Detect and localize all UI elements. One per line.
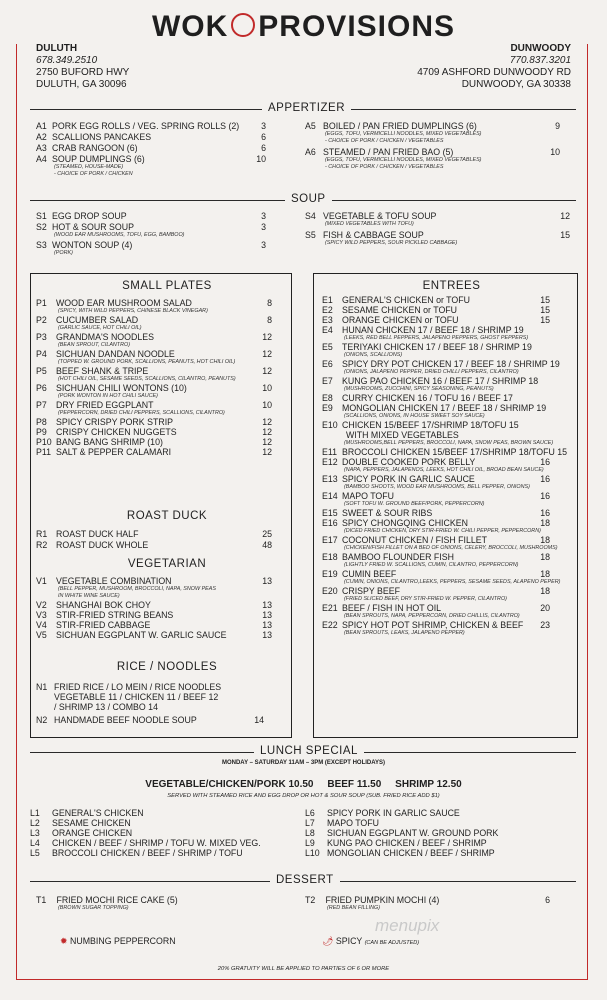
lunch-item bbox=[30, 818, 290, 828]
entree-item bbox=[322, 535, 558, 552]
small-plate-item bbox=[36, 400, 272, 417]
item-name: ORANGE CHICKEN bbox=[52, 828, 133, 838]
item-price: 12 bbox=[262, 427, 272, 437]
item-code: S1 bbox=[36, 211, 47, 221]
soup-item bbox=[305, 230, 570, 247]
item-name: BEEF / FISH IN HOT OIL bbox=[342, 603, 442, 613]
item-code: E16 bbox=[322, 518, 338, 528]
item-price: 16 bbox=[540, 491, 550, 501]
small-plate-item bbox=[36, 315, 272, 332]
item-price: 13 bbox=[262, 610, 272, 620]
item-code: L2 bbox=[30, 818, 40, 828]
item-name: SICHUAN EGGPLANT W. GARLIC SAUCE bbox=[56, 630, 227, 640]
item-code: R1 bbox=[36, 529, 48, 539]
roast-duck-item bbox=[36, 540, 272, 550]
item-code: E22 bbox=[322, 620, 338, 630]
item-code: P10 bbox=[36, 437, 52, 447]
item-code: S4 bbox=[305, 211, 316, 221]
item-price: 9 bbox=[555, 121, 560, 131]
item-code: V5 bbox=[36, 630, 47, 640]
lunch-item bbox=[305, 828, 565, 838]
item-price: 10 bbox=[550, 147, 560, 157]
item-code: S3 bbox=[36, 240, 47, 250]
item-price: 15 bbox=[540, 295, 550, 305]
item-name: DOUBLE COOKED PORK BELLY bbox=[342, 457, 476, 467]
item-name: KUNG PAO CHICKEN / BEEF / SHRIMP bbox=[327, 838, 487, 848]
vegetarian-list bbox=[36, 576, 272, 640]
item-price: 23 bbox=[540, 620, 550, 630]
item-name: TERIYAKI CHICKEN 17 / BEEF 18 / SHRIMP 19 bbox=[342, 342, 532, 352]
item-name: WONTON SOUP (4) bbox=[52, 240, 133, 250]
item-price: 16 bbox=[540, 474, 550, 484]
item-name: STIR-FRIED STRING BEANS bbox=[56, 610, 174, 620]
small-plate-item bbox=[36, 383, 272, 400]
item-name: BANG BANG SHRIMP (10) bbox=[56, 437, 163, 447]
item-code: P1 bbox=[36, 298, 47, 308]
appetizer-item bbox=[305, 121, 560, 145]
vegetarian-item bbox=[36, 620, 272, 630]
location-duluth: DULUTH 678.349.2510 2750 BUFORD HWY DULUTH, GA 30096 bbox=[36, 43, 130, 90]
item-description: - CHOICE OF PORK / CHICKEN bbox=[54, 171, 133, 177]
entree-item bbox=[322, 491, 550, 508]
small-plate-item bbox=[36, 427, 272, 437]
item-price: 13 bbox=[262, 630, 272, 640]
item-name: SESAME CHICKEN bbox=[52, 818, 131, 828]
section-appetizer: APPERTIZER bbox=[262, 102, 351, 114]
roast-duck-item bbox=[36, 529, 272, 539]
item-name: SPICY CRISPY PORK STRIP bbox=[56, 417, 174, 427]
item-code: V1 bbox=[36, 576, 47, 586]
item-description: (SCALLIONS, ONIONS, IN HOUSE SWEET SOY SAUCE) bbox=[344, 413, 485, 419]
chili-icon: 🌶 bbox=[322, 936, 334, 946]
item-name: SICHUAN CHILI WONTONS (10) bbox=[56, 383, 187, 393]
rice-noodles-list: N1 FRIED RICE / LO MEIN / RICE NOODLES VEGETABLE 11 / CHICKEN 11 / BEEF 12 / SHRIMP 13 / COMBO 14 N2 HANDMADE BEEF NOODLE SOUP 14 bbox=[36, 682, 264, 725]
entree-item bbox=[322, 518, 550, 535]
item-description: (LIGHTLY FRIED W. SCALLIONS, CUMIN, CILANTRO, PEPPERCORN) bbox=[344, 562, 519, 568]
item-price: 25 bbox=[262, 529, 272, 539]
item-price: 18 bbox=[540, 518, 550, 528]
item-name: CRAB RANGOON (6) bbox=[52, 143, 138, 153]
item-code: A1 bbox=[36, 121, 47, 131]
item-code: L10 bbox=[305, 848, 320, 858]
dessert-right: T2 FRIED PUMPKIN MOCHI (4) 6 (RED BEAN FILLING) bbox=[305, 895, 550, 911]
item-price: 15 bbox=[560, 230, 570, 240]
item-name: SPICY PORK IN GARLIC SAUCE bbox=[342, 474, 475, 484]
entree-item bbox=[322, 403, 550, 420]
item-description: (CUMIN, ONIONS, CILANTRO,LEEKS, PEPPERS, SESAME SEEDS, ALAPENO PEPER) bbox=[344, 579, 561, 585]
item-name: BEEF SHANK & TRIPE bbox=[56, 366, 149, 376]
legend-spicy: 🌶 SPICY (CAN BE ADJUSTED) bbox=[322, 936, 420, 946]
item-code: L9 bbox=[305, 838, 315, 848]
item-price: 18 bbox=[540, 569, 550, 579]
item-description: (SPICY, WITH WILD PEPPERS, CHINESE BLACK VINEGAR) bbox=[58, 308, 208, 314]
item-description: (WOOD EAR MUSHROOMS, TOFU, EGG, BAMBOO) bbox=[54, 232, 185, 238]
item-description: (FRIED SLICED BEEF, DRY STIR-FRIED W. PEPPER, CILANTRO) bbox=[344, 596, 507, 602]
item-description: (SOFT TOFU W. GROUND BEEF/PORK, PEPPERCORN) bbox=[344, 501, 485, 507]
item-description: (BAMBOO SHOOTS, WOOD EAR MUSHROOMS, BELL PEPPER, ONIONS) bbox=[344, 484, 530, 490]
item-name: VEGETABLE COMBINATION bbox=[56, 576, 172, 586]
item-code: E18 bbox=[322, 552, 338, 562]
appetizer-item bbox=[305, 147, 560, 171]
soup-item bbox=[305, 211, 570, 228]
gratuity-note: 20% GRATUITY WILL BE APPLIED TO PARTIES OF 6 OR MORE bbox=[217, 966, 390, 972]
item-code: A4 bbox=[36, 154, 47, 164]
item-description: (ONIONS, JALAPENO PEPPER, DRIED CHILLI PEPPERS, CILANTRO) bbox=[344, 369, 519, 375]
item-price: 8 bbox=[267, 298, 272, 308]
section-soup: SOUP bbox=[285, 193, 332, 205]
section-roast-duck: ROAST DUCK bbox=[126, 510, 208, 522]
item-price: 15 bbox=[540, 305, 550, 315]
entree-item bbox=[322, 295, 550, 305]
item-code: L6 bbox=[305, 808, 315, 818]
item-name: BOILED / PAN FRIED DUMPLINGS (6) bbox=[323, 121, 477, 131]
item-code: E10 bbox=[322, 420, 338, 430]
entree-item bbox=[322, 393, 550, 403]
item-price: 3 bbox=[261, 121, 266, 131]
item-description: (SPICY WILD PEPPERS, SOUR PICKLED CABBAGE) bbox=[325, 240, 458, 246]
item-name: SPICY HOT POT SHRIMP, CHICKEN & BEEF bbox=[342, 620, 524, 630]
item-description: (MUSHROOMS, ZUCCHINI, SPICY SEASONING, PEANUTS) bbox=[344, 386, 494, 392]
item-name: MAPO TOFU bbox=[342, 491, 394, 501]
lunch-item bbox=[30, 848, 290, 858]
item-code: L3 bbox=[30, 828, 40, 838]
item-name: HUNAN CHICKEN 17 / BEEF 18 / SHRIMP 19 bbox=[342, 325, 524, 335]
item-price: 12 bbox=[262, 417, 272, 427]
item-code: P11 bbox=[36, 447, 51, 457]
soup-item bbox=[36, 240, 266, 257]
item-code: P4 bbox=[36, 349, 47, 359]
entree-item bbox=[322, 620, 550, 637]
entree-item bbox=[322, 586, 550, 603]
item-name: COCONUT CHICKEN / FISH FILLET bbox=[342, 535, 488, 545]
appetizer-item bbox=[36, 121, 266, 131]
item-code: E21 bbox=[322, 603, 338, 613]
vegetarian-item bbox=[36, 610, 272, 620]
item-description: (TOPPED W. GROUND PORK, SCALLIONS, PEANUTS, HOT CHILI OIL) bbox=[58, 359, 236, 365]
item-description: (HOT CHILI OIL, SESAME SEEDS, SCALLIONS, CILANTRO, PEANUTS) bbox=[58, 376, 236, 382]
item-code: E3 bbox=[322, 315, 333, 325]
item-price: 12 bbox=[262, 332, 272, 342]
entree-item bbox=[322, 420, 554, 447]
item-description: (EGGS, TOFU, VERMICELLI NOODLES, MIXED VEGETABLES) bbox=[325, 131, 482, 137]
item-description: (GARLIC SAUCE, HOT CHILI OIL) bbox=[58, 325, 142, 331]
item-name: BROCCOLI CHICKEN 15/BEEF 17/SHRIMP 18/TOFU 15 bbox=[342, 447, 568, 457]
item-code: E12 bbox=[322, 457, 338, 467]
soup-item bbox=[36, 211, 266, 221]
item-name: SPICY DRY POT CHICKEN 17 / BEEF 18 / SHRIMP 19 bbox=[342, 359, 560, 369]
lunch-hours: MONDAY – SATURDAY 11AM – 3PM (EXCEPT HOLIDAYS) bbox=[221, 760, 386, 766]
item-description: (CHICKEN/FISH FILLET ON A BED OF ONIONS, CELERY, BROCCOLI, MUSHROOMS) bbox=[344, 545, 558, 551]
entree-item bbox=[322, 457, 550, 474]
item-code: A3 bbox=[36, 143, 47, 153]
item-code: E4 bbox=[322, 325, 333, 335]
item-name: SCALLIONS PANCAKES bbox=[52, 132, 152, 142]
lunch-item bbox=[305, 808, 565, 818]
small-plate-item bbox=[36, 298, 272, 315]
lunch-item bbox=[305, 838, 565, 848]
soup-item bbox=[36, 222, 266, 239]
item-code: P2 bbox=[36, 315, 47, 325]
item-name: CRISPY BEEF bbox=[342, 586, 401, 596]
item-name: STEAMED / PAN FRIED BAO (5) bbox=[323, 147, 454, 157]
item-price: 18 bbox=[540, 552, 550, 562]
entree-item bbox=[322, 342, 550, 359]
item-name: SOUP DUMPLINGS (6) bbox=[52, 154, 145, 164]
item-name: SESAME CHICKEN or TOFU bbox=[342, 305, 458, 315]
item-price: 8 bbox=[267, 315, 272, 325]
item-code: S2 bbox=[36, 222, 47, 232]
entree-item bbox=[322, 552, 550, 569]
item-price: 12 bbox=[262, 437, 272, 447]
appetizer-list-left bbox=[36, 121, 266, 179]
item-name: STIR-FRIED CABBAGE bbox=[56, 620, 151, 630]
logo-icon bbox=[231, 13, 255, 37]
item-code: E15 bbox=[322, 508, 338, 518]
item-price: 12 bbox=[262, 366, 272, 376]
entrees-list bbox=[322, 295, 568, 637]
lunch-item bbox=[30, 808, 290, 818]
item-description: (STEAMED, HOUSE-MADE) bbox=[54, 164, 124, 170]
item-code: A5 bbox=[305, 121, 316, 131]
watermark: menupix bbox=[375, 916, 440, 935]
item-name: SWEET & SOUR RIBS bbox=[342, 508, 433, 518]
item-code: L5 bbox=[30, 848, 40, 858]
item-name: SHANGHAI BOK CHOY bbox=[56, 600, 151, 610]
peppercorn-icon: ✹ bbox=[60, 936, 68, 946]
section-rice-noodles: RICE / NOODLES bbox=[116, 661, 218, 673]
item-price: 13 bbox=[262, 576, 272, 586]
item-name: CUCUMBER SALAD bbox=[56, 315, 139, 325]
item-price: 18 bbox=[540, 586, 550, 596]
item-code: E11 bbox=[322, 447, 337, 457]
item-code: P8 bbox=[36, 417, 47, 427]
appetizer-item bbox=[36, 132, 266, 142]
item-code: E19 bbox=[322, 569, 338, 579]
soup-list-right bbox=[305, 211, 570, 249]
item-price: 16 bbox=[540, 508, 550, 518]
entree-item bbox=[322, 315, 550, 325]
item-description: (MUSHROOMS,BELL PEPPERS, BROCCOLI, NAPA, SNOW PEAS, BROWN SAUCE) bbox=[344, 440, 554, 446]
item-description: (PORK WONTON IN HOT CHILI SAUCE) bbox=[58, 393, 158, 399]
entree-item bbox=[322, 305, 550, 315]
appetizer-item bbox=[36, 143, 266, 153]
item-description: (MIXED VEGETABLES WITH TOFU) bbox=[325, 221, 414, 227]
item-name: SALT & PEPPER CALAMARI bbox=[56, 447, 172, 457]
item-code: E9 bbox=[322, 403, 333, 413]
item-price: 15 bbox=[540, 315, 550, 325]
item-price: 10 bbox=[262, 400, 272, 410]
item-description: (BEAN SPROUTS, NAPA, PEPPERCORN, DRIED CHILLIS, CILANTRO) bbox=[344, 613, 520, 619]
appetizer-list-right bbox=[305, 121, 560, 173]
item-name: GRANDMA'S NOODLES bbox=[56, 332, 154, 342]
item-price: 16 bbox=[540, 457, 550, 467]
item-code: S5 bbox=[305, 230, 316, 240]
vegetarian-item bbox=[36, 576, 272, 600]
item-code: P3 bbox=[36, 332, 47, 342]
item-name: DRY FRIED EGGPLANT bbox=[56, 400, 154, 410]
item-code: P9 bbox=[36, 427, 47, 437]
item-name: VEGETABLE & TOFU SOUP bbox=[323, 211, 437, 221]
item-code: L1 bbox=[30, 808, 40, 818]
item-code: E17 bbox=[322, 535, 338, 545]
lunch-item bbox=[305, 818, 565, 828]
item-name: SPICY CHONGQING CHICKEN bbox=[342, 518, 468, 528]
entree-item bbox=[322, 474, 550, 491]
item-code: E2 bbox=[322, 305, 333, 315]
item-code: L8 bbox=[305, 828, 315, 838]
item-description: (EGGS, TOFU, VERMICELLI NOODLES, MIXED VEGETABLES) bbox=[325, 157, 482, 163]
item-price: 13 bbox=[262, 600, 272, 610]
item-name: CURRY CHICKEN 16 / TOFU 16 / BEEF 17 bbox=[342, 393, 513, 403]
entree-item bbox=[322, 359, 560, 376]
item-name: CHICKEN 15/BEEF 17/SHRIMP 18/TOFU 15 bbox=[342, 420, 519, 430]
item-code: E5 bbox=[322, 342, 333, 352]
lunch-prices: VEGETABLE/CHICKEN/PORK 10.50 BEEF 11.50 SHRIMP 12.50 bbox=[145, 779, 462, 790]
item-name: BAMBOO FLOUNDER FISH bbox=[342, 552, 454, 562]
item-description: (BEAN SPROUTS, LEAKS, JALAPENO PEPPER) bbox=[344, 630, 465, 636]
item-code: E1 bbox=[322, 295, 333, 305]
item-price: 20 bbox=[540, 603, 550, 613]
item-price: 10 bbox=[256, 154, 266, 164]
item-name: EGG DROP SOUP bbox=[52, 211, 127, 221]
lunch-item bbox=[30, 838, 290, 848]
item-code: L4 bbox=[30, 838, 40, 848]
item-code: P5 bbox=[36, 366, 47, 376]
item-code: L7 bbox=[305, 818, 315, 828]
item-price: 3 bbox=[261, 240, 266, 250]
small-plate-item bbox=[36, 417, 272, 427]
item-description: (NAPA, PEPPERS, JALAPENOS, LEEKS, HOT CHILI OIL, BROAD BEAN SAUCE) bbox=[344, 467, 544, 473]
item-name: KUNG PAO CHICKEN 16 / BEEF 17 / SHRIMP 18 bbox=[342, 376, 539, 386]
dessert-left: T1 FRIED MOCHI RICE CAKE (5) (BROWN SUGAR TOPPING) bbox=[36, 895, 178, 911]
lunch-item bbox=[305, 848, 565, 858]
location-dunwoody: DUNWOODY 770.837.3201 4709 ASHFORD DUNWOODY RD DUNWOODY, GA 30338 bbox=[417, 43, 571, 90]
lunch-list-right bbox=[305, 808, 565, 858]
item-name: MONGOLIAN CHICKEN 17 / BEEF 18 / SHRIMP 19 bbox=[342, 403, 547, 413]
brand-title: WOK PROVISIONS bbox=[0, 10, 607, 44]
item-name: SICHUAN EGGPLANT W. GROUND PORK bbox=[327, 828, 499, 838]
small-plate-item bbox=[36, 349, 272, 366]
item-name: SPICY PORK IN GARLIC SAUCE bbox=[327, 808, 460, 818]
section-entrees: ENTREES bbox=[422, 280, 481, 292]
item-description: (PEPPERCORN, DRIED CHILI PEPPERS, SCALLIONS, CILANTRO) bbox=[58, 410, 225, 416]
item-name: CHICKEN / BEEF / SHRIMP / TOFU W. MIXED VEG. bbox=[52, 838, 261, 848]
item-name: CUMIN BEEF bbox=[342, 569, 397, 579]
item-description: IN WHITE WINE SAUCE) bbox=[58, 593, 120, 599]
item-price: 10 bbox=[262, 383, 272, 393]
item-name: BROCCOLI CHICKEN / BEEF / SHRIMP / TOFU bbox=[52, 848, 243, 858]
legend-peppercorn: ✹ NUMBING PEPPERCORN bbox=[60, 936, 176, 946]
item-name: ORANGE CHICKEN or TOFU bbox=[342, 315, 459, 325]
item-price: 6 bbox=[261, 132, 266, 142]
item-code: E7 bbox=[322, 376, 333, 386]
section-vegetarian: VEGETARIAN bbox=[127, 558, 207, 570]
item-price: 12 bbox=[262, 349, 272, 359]
section-small-plates: SMALL PLATES bbox=[122, 280, 212, 292]
appetizer-item bbox=[36, 154, 266, 178]
item-name-cont: WITH MIXED VEGETABLES bbox=[346, 430, 459, 440]
lunch-note: SERVED WITH STEAMED RICE AND EGG DROP OR HOT & SOUR SOUP (SUB. FRIED RICE ADD $1) bbox=[167, 793, 440, 799]
item-name: GENERAL'S CHICKEN or TOFU bbox=[342, 295, 470, 305]
item-price: 3 bbox=[261, 222, 266, 232]
item-description: (DICED FRIED CHICKEN, DRY STIR-FRIED W. CHILI PEPPER, PEPPERCORN) bbox=[344, 528, 541, 534]
item-code: E13 bbox=[322, 474, 338, 484]
item-code: E8 bbox=[322, 393, 333, 403]
item-description: (ONIONS, SCALLIONS) bbox=[344, 352, 403, 358]
small-plate-item bbox=[36, 332, 272, 349]
item-name: CRISPY CHICKEN NUGGETS bbox=[56, 427, 177, 437]
item-price: 3 bbox=[261, 211, 266, 221]
small-plate-item bbox=[36, 447, 272, 457]
item-name: ROAST DUCK HALF bbox=[56, 529, 139, 539]
item-description: (BEAN SPROUT, CILANTRO) bbox=[58, 342, 130, 348]
entree-item bbox=[322, 569, 561, 586]
item-name: PORK EGG ROLLS / VEG. SPRING ROLLS (2) bbox=[52, 121, 240, 131]
item-code: P7 bbox=[36, 400, 47, 410]
item-code: R2 bbox=[36, 540, 48, 550]
item-description: (BELL PEPPER, MUSHROOM, BROCCOLI, NAPA, SNOW PEAS bbox=[58, 586, 216, 592]
item-name: MAPO TOFU bbox=[327, 818, 379, 828]
item-price: 18 bbox=[540, 535, 550, 545]
section-lunch: LUNCH SPECIAL bbox=[254, 745, 364, 757]
lunch-item bbox=[30, 828, 290, 838]
item-description: - CHOICE OF PORK / CHICKEN / VEGETABLES bbox=[325, 138, 444, 144]
soup-list-left bbox=[36, 211, 266, 258]
item-code: V3 bbox=[36, 610, 47, 620]
item-code: E20 bbox=[322, 586, 338, 596]
item-description: (PORK) bbox=[54, 250, 73, 256]
item-description: - CHOICE OF PORK / CHICKEN / VEGETABLES bbox=[325, 164, 444, 170]
item-code: V4 bbox=[36, 620, 47, 630]
small-plate-item bbox=[36, 366, 272, 383]
small-plate-item bbox=[36, 437, 272, 447]
item-name: WOOD EAR MUSHROOM SALAD bbox=[56, 298, 192, 308]
item-price: 6 bbox=[261, 143, 266, 153]
vegetarian-item bbox=[36, 600, 272, 610]
entree-item bbox=[322, 603, 550, 620]
item-code: A2 bbox=[36, 132, 47, 142]
item-code: P6 bbox=[36, 383, 47, 393]
item-code: A6 bbox=[305, 147, 316, 157]
item-name: HOT & SOUR SOUP bbox=[52, 222, 134, 232]
item-name: SICHUAN DANDAN NOODLE bbox=[56, 349, 175, 359]
entree-item bbox=[322, 376, 550, 393]
lunch-list-left bbox=[30, 808, 290, 858]
item-price: 12 bbox=[262, 447, 272, 457]
section-dessert: DESSERT bbox=[270, 874, 340, 886]
item-price: 12 bbox=[560, 211, 570, 221]
roast-duck-list bbox=[36, 529, 272, 551]
item-code: E14 bbox=[322, 491, 338, 501]
small-plates-list bbox=[36, 298, 272, 457]
item-code: V2 bbox=[36, 600, 47, 610]
entree-item bbox=[322, 508, 550, 518]
item-name: GENERAL'S CHICKEN bbox=[52, 808, 144, 818]
entree-item bbox=[322, 325, 550, 342]
item-name: FISH & CABBAGE SOUP bbox=[323, 230, 424, 240]
entree-item bbox=[322, 447, 568, 457]
item-code: E6 bbox=[322, 359, 333, 369]
item-price: 48 bbox=[262, 540, 272, 550]
item-name: ROAST DUCK WHOLE bbox=[56, 540, 149, 550]
item-name: MONGOLIAN CHICKEN / BEEF / SHRIMP bbox=[327, 848, 495, 858]
vegetarian-item bbox=[36, 630, 272, 640]
item-price: 13 bbox=[262, 620, 272, 630]
item-description: (LEEKS, RED BELL PEPPERS, JALAPENO PEPPERS, GHOST PEPPERS) bbox=[344, 335, 529, 341]
